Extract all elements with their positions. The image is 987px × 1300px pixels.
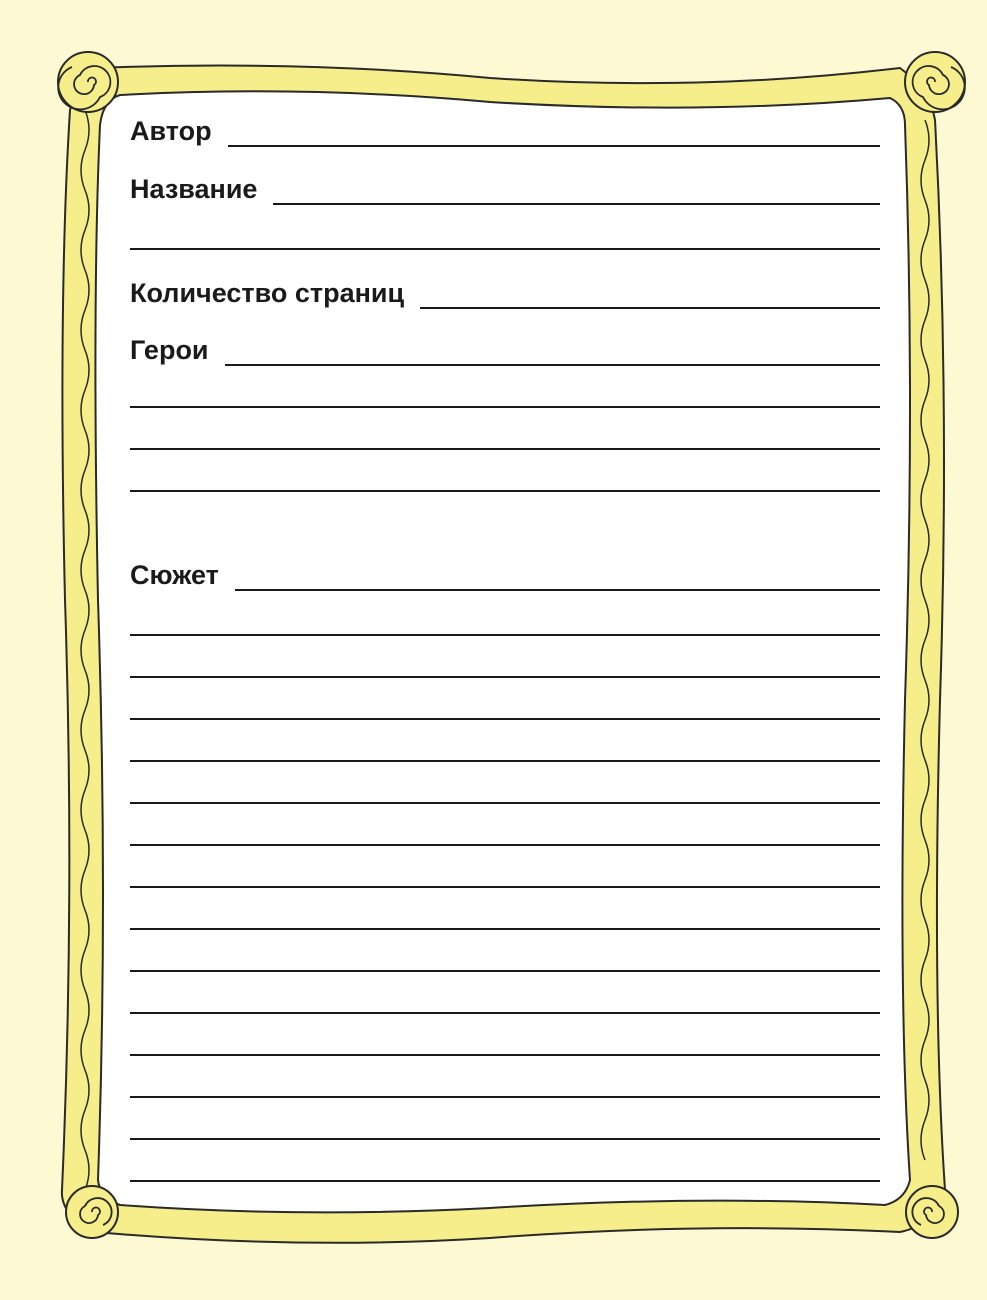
plot-extra-row: [130, 650, 880, 678]
plot-extra-row: [130, 608, 880, 636]
plot-line-12[interactable]: [130, 1028, 880, 1056]
heroes-row: [130, 337, 880, 366]
plot-line[interactable]: [235, 589, 880, 591]
author-label: Автор: [130, 116, 212, 146]
plot-line-3[interactable]: [130, 650, 880, 678]
title-extra-row: [130, 222, 880, 250]
plot-extra-row: [130, 818, 880, 846]
pages-label: Количество страниц: [130, 278, 405, 308]
plot-extra-row: [130, 734, 880, 762]
author-line[interactable]: [228, 145, 880, 147]
title-row: [130, 176, 880, 205]
heroes-extra-row: [130, 464, 880, 492]
title-line-2[interactable]: [130, 222, 880, 250]
swirl-icon-bottom-right: [906, 1186, 958, 1238]
heroes-label: Герои: [130, 335, 209, 365]
plot-line-14[interactable]: [130, 1112, 880, 1140]
pages-row: [130, 280, 880, 309]
plot-line-7[interactable]: [130, 818, 880, 846]
plot-extra-row: [130, 986, 880, 1014]
heroes-line[interactable]: [225, 364, 880, 366]
plot-extra-row: [130, 776, 880, 804]
plot-extra-row: [130, 902, 880, 930]
pages-line[interactable]: [420, 307, 880, 309]
plot-extra-row: [130, 1070, 880, 1098]
title-label: Название: [130, 174, 258, 204]
plot-extra-row: [130, 944, 880, 972]
plot-line-13[interactable]: [130, 1070, 880, 1098]
heroes-extra-row: [130, 380, 880, 408]
plot-row: [130, 562, 880, 591]
heroes-extra-row: [130, 422, 880, 450]
plot-line-5[interactable]: [130, 734, 880, 762]
plot-line-2[interactable]: [130, 608, 880, 636]
author-row: [130, 118, 880, 147]
plot-line-4[interactable]: [130, 692, 880, 720]
plot-line-15[interactable]: [130, 1154, 880, 1182]
plot-line-9[interactable]: [130, 902, 880, 930]
swirl-icon-top-right: [905, 52, 965, 112]
plot-line-8[interactable]: [130, 860, 880, 888]
plot-extra-row: [130, 692, 880, 720]
title-line[interactable]: [273, 203, 880, 205]
heroes-line-3[interactable]: [130, 422, 880, 450]
swirl-icon-top-left: [58, 52, 118, 112]
plot-extra-row: [130, 860, 880, 888]
swirl-icon-bottom-left: [66, 1186, 118, 1238]
heroes-line-4[interactable]: [130, 464, 880, 492]
plot-extra-row: [130, 1028, 880, 1056]
plot-line-11[interactable]: [130, 986, 880, 1014]
heroes-line-2[interactable]: [130, 380, 880, 408]
plot-extra-row: [130, 1154, 880, 1182]
reading-form: [130, 0, 880, 1300]
plot-label: Сюжет: [130, 560, 219, 590]
plot-line-6[interactable]: [130, 776, 880, 804]
plot-line-10[interactable]: [130, 944, 880, 972]
plot-extra-row: [130, 1112, 880, 1140]
